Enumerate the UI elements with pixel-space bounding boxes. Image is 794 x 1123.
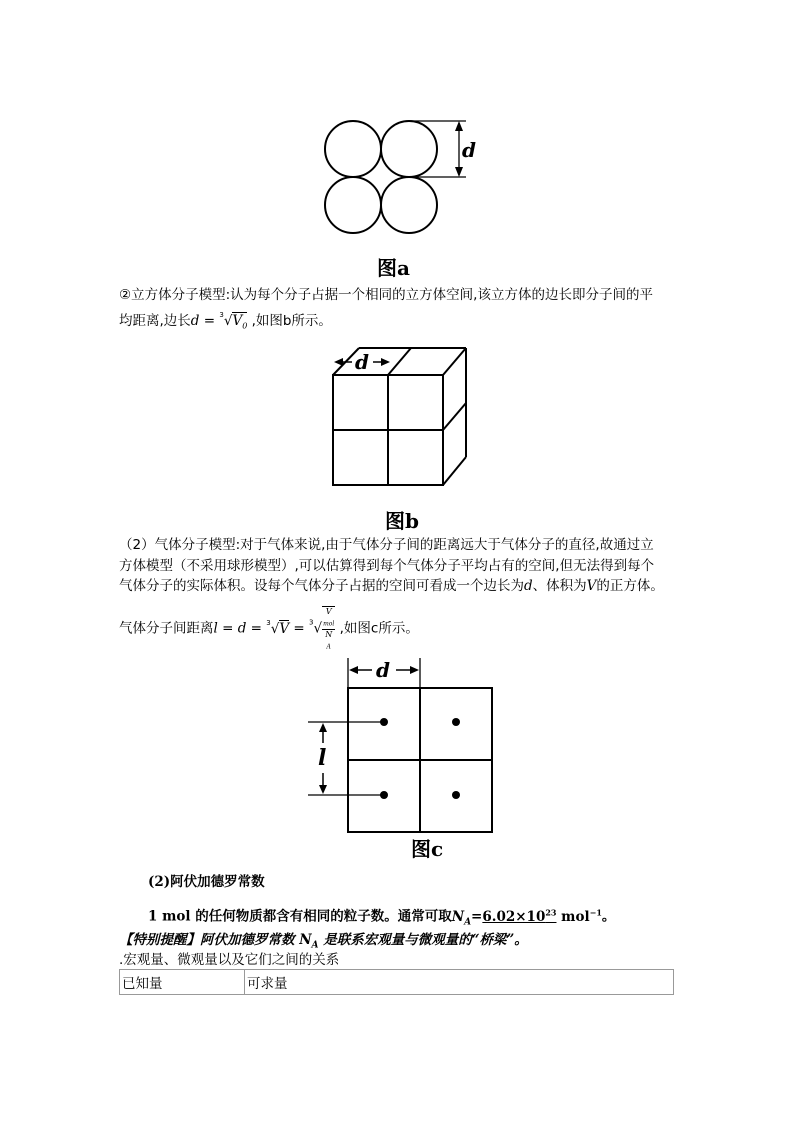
root-index: 3 — [219, 311, 224, 319]
var-d: d — [524, 578, 533, 594]
equals: = — [217, 620, 238, 637]
figure-c-diagram — [300, 655, 500, 835]
equals: = — [246, 620, 267, 637]
gas-model-line2: 方体模型（不采用球形模型）,可以估算得到每个气体分子平均占有的空间,但无法得到每个 — [119, 558, 655, 574]
var-d: d — [190, 313, 200, 329]
gas-distance-formula — [119, 606, 419, 651]
relation-heading: .宏观量、微观量以及它们之间的关系 — [119, 952, 340, 968]
cube-model-line1: ②立方体分子模型:认为每个分子占据一个相同的立方体空间,该立方体的边长即分子间的平 — [119, 287, 653, 303]
equals: = — [289, 620, 310, 637]
avogadro-value: $6.02\times 10^{23}$ — [482, 907, 557, 925]
figure-b-caption: 图b — [385, 509, 419, 533]
molecule-circle — [325, 177, 381, 233]
gas-model-line1: （2）气体分子模型:对于气体来说,由于气体分子间的距离远大于气体分子的直径,故通过立 — [119, 537, 654, 553]
dimension-label-l: l — [318, 745, 327, 771]
cube-root-v0: $^3√V_0$ — [219, 311, 248, 331]
text-span: ,如图b所示。 — [247, 313, 332, 329]
text-span: 、体积为 — [532, 578, 587, 594]
text-span: 的正方体。 — [596, 578, 664, 594]
text-span: ,如图c所示。 — [335, 620, 419, 637]
figure-b-diagram — [326, 342, 476, 492]
fraction-denominator: N $_A$ — [325, 629, 333, 651]
dimension-label-d: d — [355, 350, 369, 374]
var-na: $N_A$ — [451, 908, 472, 928]
molecule-circle — [381, 177, 437, 233]
figure-c-caption: 图c — [411, 837, 444, 861]
dimension-label-d: d — [376, 658, 390, 682]
figure-a-diagram — [316, 112, 496, 237]
table-header-cell: 已知量 — [120, 970, 245, 995]
table-header-cell: 可求量 — [245, 970, 674, 995]
gas-model-line3 — [119, 576, 664, 596]
molecule-dot — [452, 718, 460, 726]
equals: = — [199, 313, 220, 329]
avogadro-statement: 1 mol 的任何物质都含有相同的粒子数。通常可取$N_A=6.02\times 10^{23}$ mol$^{-1}$。 — [148, 907, 616, 928]
unit: mol$^{-1}$ — [556, 907, 602, 925]
table-row — [120, 970, 674, 995]
molecule-circle — [381, 121, 437, 177]
dimension-label-d: d — [462, 138, 476, 162]
fraction-numerator: V $_{mol}$ — [323, 607, 335, 628]
text-span: 均距离,边长 — [119, 313, 191, 329]
text-span: 气体分子间距离 — [119, 620, 214, 637]
figure-a-caption: 图a — [377, 256, 410, 280]
molecule-dot — [452, 791, 460, 799]
equals: = — [471, 908, 483, 925]
cube-model-line2 — [119, 305, 332, 337]
text-span: 是联系宏观量与微观量的“桥梁”。 — [318, 932, 528, 948]
root-body: $V_0$ — [232, 313, 248, 331]
text-span: 气体分子的实际体积。设每个气体分子占据的空间可看成一个边长为 — [119, 578, 524, 594]
quantities-table — [119, 969, 674, 995]
var-l: l — [213, 620, 218, 637]
var-d: d — [237, 620, 247, 637]
text-span: 1 mol 的任何物质都含有相同的粒子数。通常可取 — [148, 908, 452, 925]
cube-root-fraction: $^3$√ V $_{mol}$ N $_A$ — [309, 607, 335, 651]
var-v: V — [586, 578, 597, 594]
molecule-circle — [325, 121, 381, 177]
cube-root-v: $^3$√V — [266, 618, 290, 637]
var-na: $N_A$ — [299, 932, 319, 951]
section-heading: (2)阿伏加德罗常数 — [148, 874, 265, 890]
text-span: 【特别提醒】阿伏加德罗常数 — [119, 932, 300, 948]
